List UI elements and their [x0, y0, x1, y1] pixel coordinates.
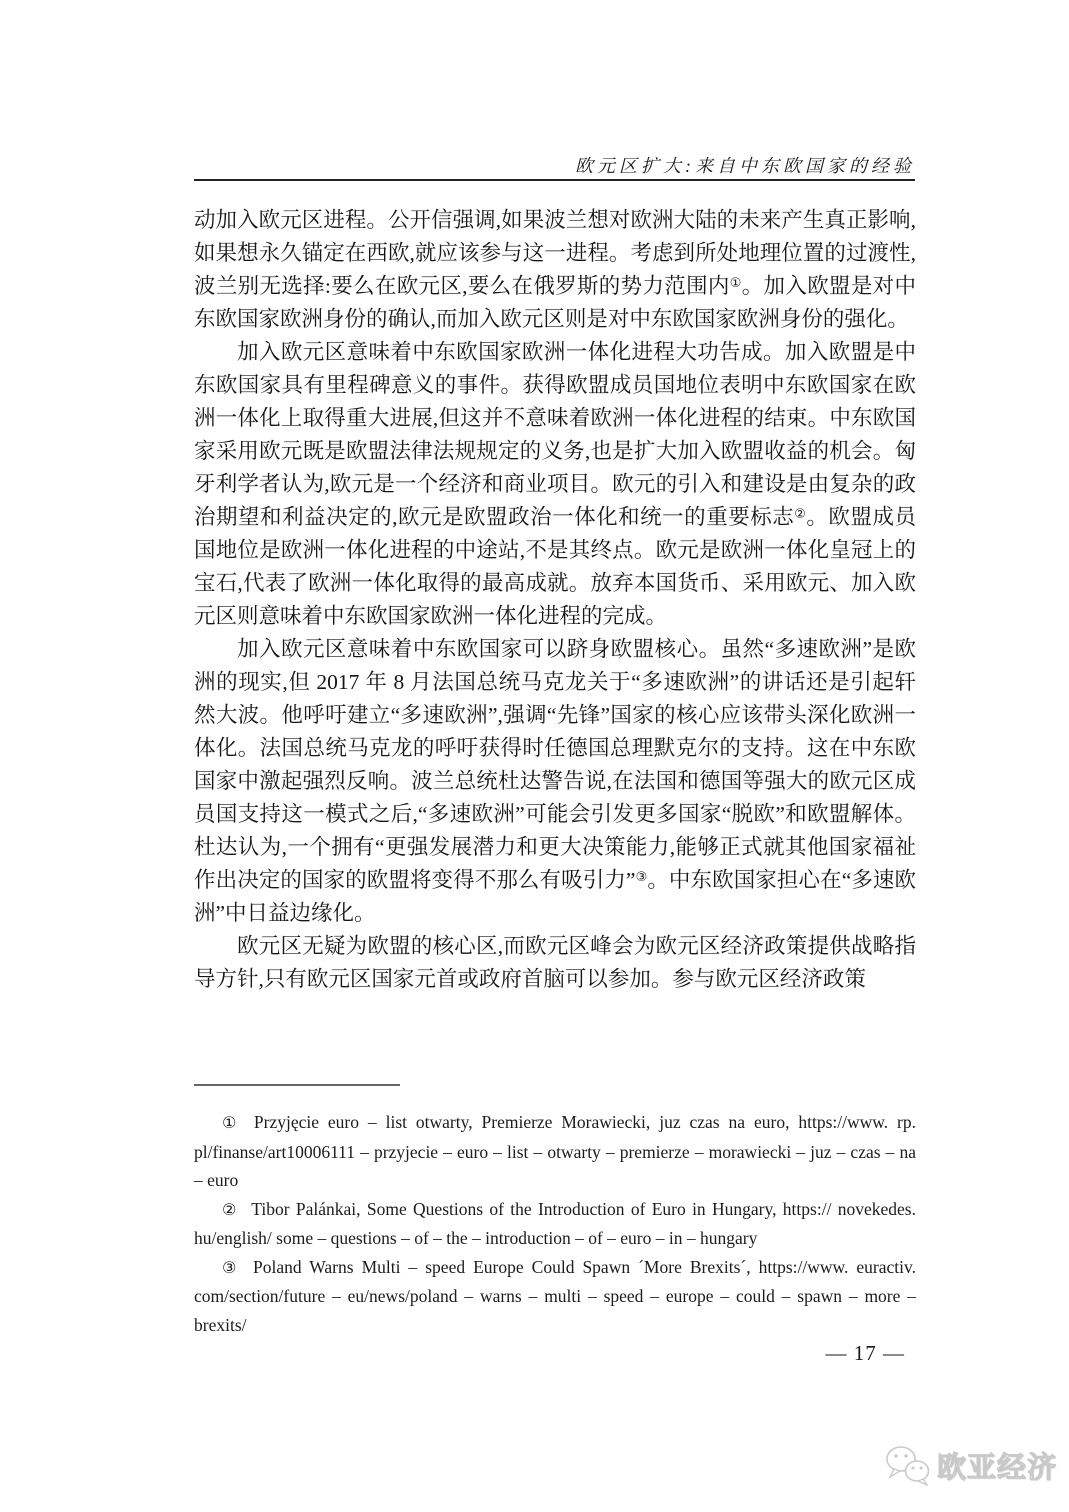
footnote-marker: ②: [222, 1199, 239, 1219]
paragraph: 加入欧元区意味着中东欧国家可以跻身欧盟核心。虽然“多速欧洲”是欧洲的现实,但 2017 年 8 月法国总统马克龙关于“多速欧洲”的讲话还是引起轩然大波。他呼吁建立“多速欧洲”,强调“先锋”国家的核心应该带头深化欧洲一体化。法国总统马克龙的呼吁获得时任德国总理默克尔的支持。这在中东欧国家中激起强烈反响。波兰总统杜达警告说,在法国和德国等强大的欧元区成员国支持这一模式之后,“多速欧洲”可能会引发更多国家“脱欧”和欧盟解体。杜达认为,一个拥有“更强发展潜力和更大决策能力,能够正式就其他国家福祉作出决定的国家的欧盟将变得不那么有吸引力”③。中东欧国家担心在“多速欧洲”中日益边缘化。: [194, 637, 917, 925]
header-rule: [194, 179, 915, 181]
footnote-item: ③ Poland Warns Multi – speed Europe Could Spawn ´More Brexits´, https://www. euractiv. com/section/future – eu/news/poland – warns – multi – speed – europe – could – spawn – more – brexits/: [194, 1256, 916, 1335]
footnote-ref: ②: [794, 507, 807, 522]
paragraph: 动加入欧元区进程。公开信强调,如果波兰想对欧洲大陆的未来产生真正影响,如果想永久锚定在西欧,就应该参与这一进程。考虑到所处地理位置的过渡性,波兰别无选择:要么在欧元区,要么在俄罗斯的势力范围内①。加入欧盟是对中东欧国家欧洲身份的确认,而加入欧元区则是对中东欧国家欧洲身份的强化。: [194, 208, 916, 331]
watermark: [884, 1444, 1057, 1486]
running-title: 欧元区扩大:来自中东欧国家的经验: [575, 156, 915, 176]
footnote-marker: ①: [222, 1113, 241, 1132]
footnote-ref: ③: [635, 870, 648, 885]
paragraph: 欧元区无疑为欧盟的核心区,而欧元区峰会为欧元区经济政策提供战略指导方针,只有欧元区国家元首或政府首脑可以参加。参与欧元区经济政策: [194, 934, 916, 991]
footnotes: [194, 1108, 916, 1339]
footnote-item: ② Tibor Palánkai, Some Questions of the Introduction of Euro in Hungary, https:// novekedes. hu/english/ some – questions – of – the – introduction – of – euro – in – hungary: [194, 1198, 916, 1248]
wechat-icon: [884, 1444, 932, 1486]
watermark-text: 欧亚经济: [937, 1451, 1058, 1484]
footnote-separator: [194, 1084, 400, 1086]
paragraph: 加入欧元区意味着中东欧国家欧洲一体化进程大功告成。加入欧盟是中东欧国家具有里程碑意义的事件。获得欧盟成员国地位表明中东欧国家在欧洲一体化上取得重大进展,但这并不意味着欧洲一体化进程的结束。中东欧国家采用欧元既是欧盟法律法规规定的义务,也是扩大加入欧盟收益的机会。匈牙利学者认为,欧元是一个经济和商业项目。欧元的引入和建设是由复杂的政治期望和利益决定的,欧元是欧盟政治一体化和统一的重要标志②。欧盟成员国地位是欧洲一体化进程的中途站,不是其终点。欧元是欧洲一体化皇冠上的宝石,代表了欧洲一体化取得的最高成就。放弃本国货币、采用欧元、加入欧元区则意味着中东欧国家欧洲一体化进程的完成。: [194, 340, 916, 628]
article-body: [194, 204, 916, 996]
footnote-ref: ①: [729, 276, 742, 291]
footnote-item: ① Przyjęcie euro – list otwarty, Premierze Morawiecki, juz czas na euro, https://www. rp. pl/finanse/art10006111 – przyjecie – euro – list – otwarty – premierze – morawiecki – juz – czas – na – euro: [194, 1112, 916, 1190]
page-number: — 17 —: [825, 1341, 905, 1365]
footnote-marker: ③: [222, 1257, 240, 1277]
